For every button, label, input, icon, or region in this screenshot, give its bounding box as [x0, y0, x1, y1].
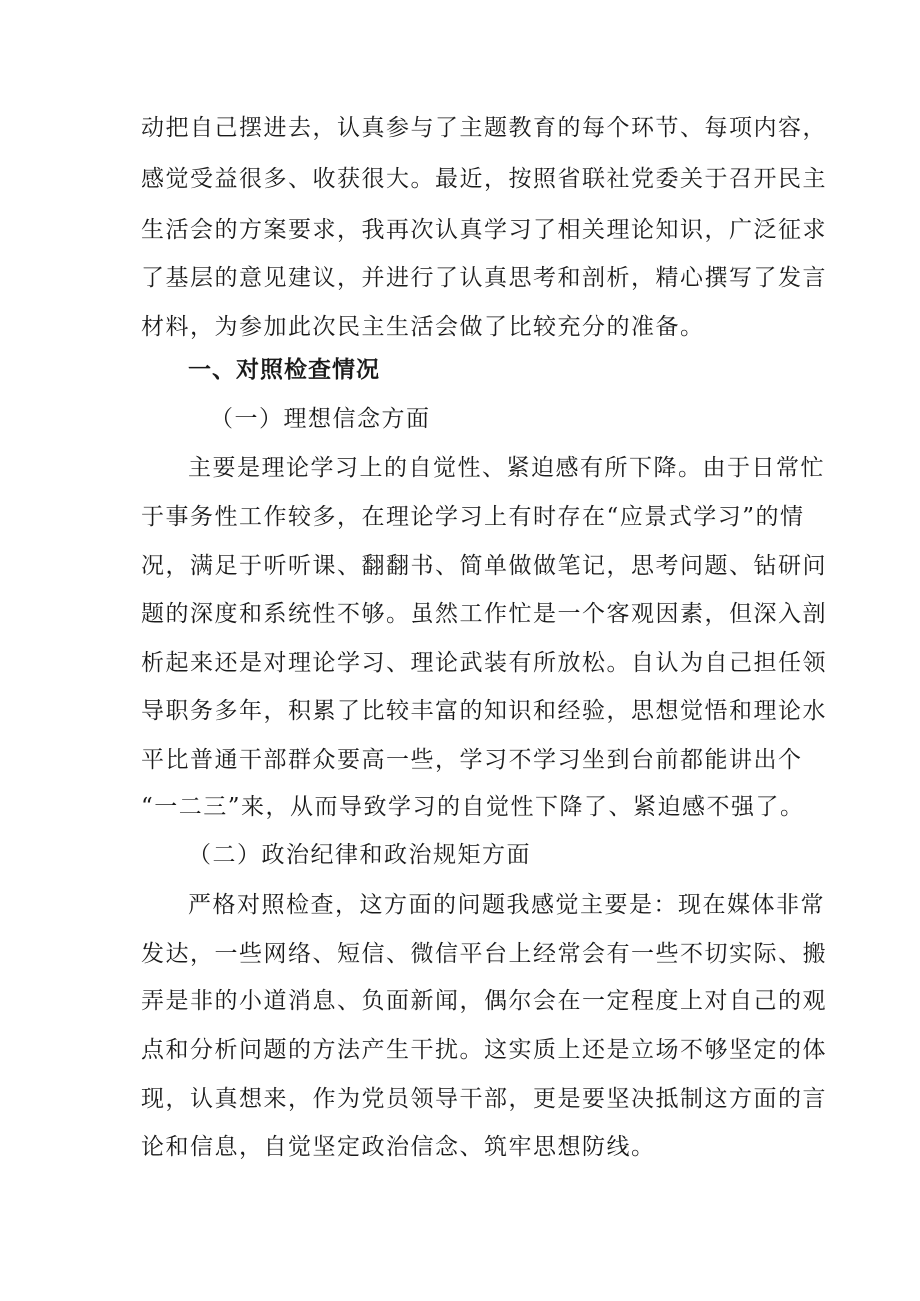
intro-line-5: 材料，为参加此次民主生活会做了比较充分的准备。	[141, 314, 705, 340]
subsection-1-heading: （一）理想信念方面	[210, 406, 431, 432]
subsection-2-heading: （二）政治纪律和政治规矩方面	[188, 842, 531, 868]
p1-line-2: 于事务性工作较多，在理论学习上有时存在“应景式学习”的情	[141, 504, 805, 530]
p1-line-5: 析起来还是对理论学习、理论武装有所放松。自认为自己担任领	[141, 650, 827, 676]
p1-line-3: 况，满足于听听课、翻翻书、简单做做笔记，思考问题、钻研问	[141, 553, 827, 579]
intro-line-2: 感觉受益很多、收获很大。最近，按照省联社党委关于召开民主	[141, 166, 827, 192]
p1-line-7: 平比普通干部群众要高一些，学习不学习坐到台前都能讲出个	[141, 747, 803, 773]
intro-line-1: 动把自己摆进去，认真参与了主题教育的每个环节、每项内容，	[141, 115, 827, 141]
intro-line-4: 了基层的意见建议，并进行了认真思考和剖析，精心撰写了发言	[141, 265, 827, 291]
p2-line-2: 发达，一些网络、短信、微信平台上经常会有一些不切实际、搬	[141, 941, 827, 967]
p2-line-1: 严格对照检查，这方面的问题我感觉主要是：现在媒体非常	[188, 892, 825, 918]
p2-line-3: 弄是非的小道消息、负面新闻，偶尔会在一定程度上对自己的观	[141, 988, 827, 1014]
p1-line-4: 题的深度和系统性不够。虽然工作忙是一个客观因素，但深入剖	[141, 601, 827, 627]
p1-line-1: 主要是理论学习上的自觉性、紧迫感有所下降。由于日常忙	[188, 455, 825, 481]
section-heading: 一、对照检查情况	[188, 357, 380, 383]
p1-line-6: 导职务多年，积累了比较丰富的知识和经验，思想觉悟和理论水	[141, 698, 827, 724]
intro-line-3: 生活会的方案要求，我再次认真学习了相关理论知识，广泛征求	[141, 217, 827, 243]
p2-line-6: 论和信息，自觉坚定政治信念、筑牢思想防线。	[141, 1134, 656, 1160]
p2-line-4: 点和分析问题的方法产生干扰。这实质上还是立场不够坚定的体	[141, 1037, 827, 1063]
p1-line-8: “一二三”来，从而导致学习的自觉性下降了、紧迫感不强了。	[141, 794, 805, 820]
p2-line-5: 现，认真想来，作为党员领导干部，更是要坚决抵制这方面的言	[141, 1086, 827, 1112]
